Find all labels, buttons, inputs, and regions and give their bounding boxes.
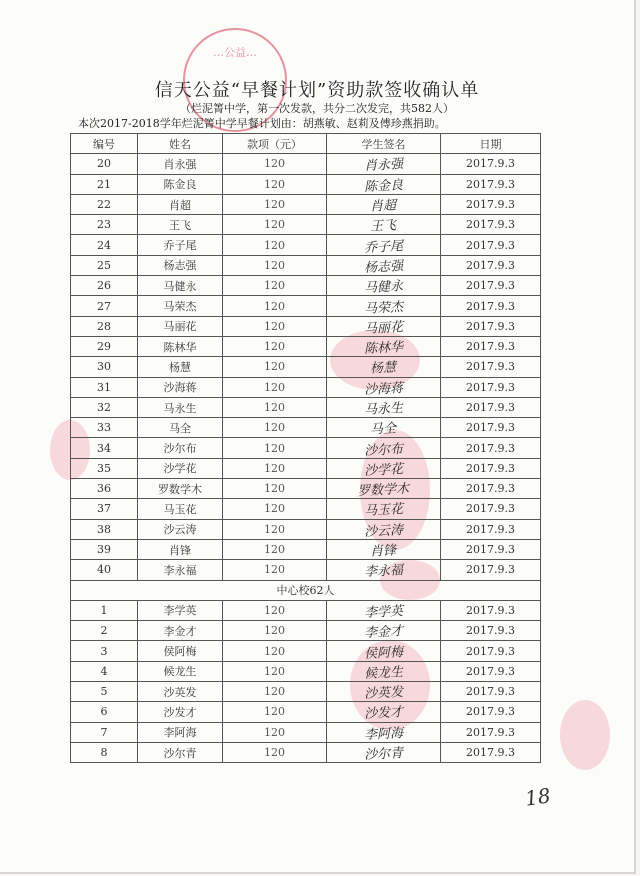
header-date: 日期 — [441, 134, 541, 154]
amount-value: 120 — [223, 377, 327, 397]
row-number: 27 — [71, 296, 138, 316]
student-signature — [327, 438, 441, 458]
table-row — [71, 560, 541, 580]
handwritten-signature: 马玉花 — [363, 502, 404, 520]
table-section — [71, 580, 541, 600]
sign-date: 2017.9.3 — [441, 336, 541, 356]
student-name: 马全 — [138, 418, 223, 438]
row-number: 37 — [71, 499, 138, 519]
table-row — [71, 418, 541, 438]
handwritten-signature: 李金才 — [363, 624, 404, 642]
amount-value: 120 — [223, 357, 327, 377]
row-number: 3 — [71, 641, 138, 661]
handwritten-signature: 陈林华 — [363, 340, 404, 358]
student-signature — [327, 418, 441, 438]
amount-value: 120 — [223, 276, 327, 296]
student-name: 沙学花 — [138, 458, 223, 478]
student-name: 肖永强 — [138, 154, 223, 174]
table-row — [71, 174, 541, 194]
handwritten-signature: 马健永 — [363, 279, 404, 297]
table-row — [71, 682, 541, 702]
student-signature — [327, 255, 441, 275]
row-number: 7 — [71, 722, 138, 742]
section-row — [71, 580, 541, 600]
handwritten-signature: 马永生 — [363, 400, 404, 419]
amount-value: 120 — [223, 438, 327, 458]
sign-date: 2017.9.3 — [441, 641, 541, 661]
handwritten-signature: 杨慧 — [370, 360, 397, 378]
student-name: 沙发才 — [138, 702, 223, 722]
amount-value: 120 — [223, 235, 327, 255]
header-amount: 款项（元） — [223, 134, 327, 154]
table-row — [71, 641, 541, 661]
sign-date: 2017.9.3 — [441, 682, 541, 702]
table-row — [71, 235, 541, 255]
sign-date: 2017.9.3 — [441, 235, 541, 255]
handwritten-signature: 候龙生 — [363, 664, 404, 682]
table-row — [71, 621, 541, 641]
table-body-group-a — [71, 154, 541, 580]
document-subtitle: （烂泥箐中学，第一次发款，共分二次发完，共582人） — [180, 102, 454, 115]
row-number: 35 — [71, 458, 138, 478]
amount-value: 120 — [223, 742, 327, 762]
table-row — [71, 600, 541, 620]
student-name: 侯阿梅 — [138, 641, 223, 661]
amount-value: 120 — [223, 722, 327, 742]
table-row — [71, 499, 541, 519]
row-number: 26 — [71, 276, 138, 296]
student-name: 候龙生 — [138, 661, 223, 681]
table-row — [71, 357, 541, 377]
table-row — [71, 722, 541, 742]
amount-value: 120 — [223, 336, 327, 356]
student-signature — [327, 560, 441, 580]
handwritten-signature: 乔子尾 — [363, 238, 404, 256]
sign-date: 2017.9.3 — [441, 539, 541, 559]
amount-value: 120 — [223, 702, 327, 722]
student-name: 李阿海 — [138, 722, 223, 742]
table-row — [71, 316, 541, 336]
row-number: 33 — [71, 418, 138, 438]
student-name: 杨志强 — [138, 255, 223, 275]
sign-date: 2017.9.3 — [441, 316, 541, 336]
student-signature — [327, 539, 441, 559]
amount-value: 120 — [223, 174, 327, 194]
sign-date: 2017.9.3 — [441, 458, 541, 478]
student-signature — [327, 235, 441, 255]
table-row — [71, 661, 541, 681]
amount-value: 120 — [223, 418, 327, 438]
stamp-text: …公益… — [213, 46, 257, 59]
row-number: 23 — [71, 215, 138, 235]
student-signature — [327, 519, 441, 539]
table-body-group-b — [71, 600, 541, 762]
sign-date: 2017.9.3 — [441, 174, 541, 194]
student-name: 沙尔布 — [138, 438, 223, 458]
student-signature — [327, 600, 441, 620]
header-number: 编号 — [71, 134, 138, 154]
student-name: 李永福 — [138, 560, 223, 580]
student-name: 沙尔青 — [138, 742, 223, 762]
header-name: 姓名 — [138, 134, 223, 154]
table-row — [71, 255, 541, 275]
student-name: 马荣杰 — [138, 296, 223, 316]
row-number: 24 — [71, 235, 138, 255]
sign-date: 2017.9.3 — [441, 621, 541, 641]
student-name: 肖锋 — [138, 539, 223, 559]
amount-value: 120 — [223, 316, 327, 336]
table-row — [71, 154, 541, 174]
sign-date: 2017.9.3 — [441, 722, 541, 742]
sign-date: 2017.9.3 — [441, 702, 541, 722]
section-label: 中心校62人 — [71, 580, 541, 600]
student-signature — [327, 621, 441, 641]
handwritten-signature: 李阿海 — [363, 725, 404, 743]
amount-value: 120 — [223, 621, 327, 641]
sign-date: 2017.9.3 — [441, 661, 541, 681]
sign-date: 2017.9.3 — [441, 560, 541, 580]
document-title: 信天公益“早餐计划”资助款签收确认单 — [154, 80, 480, 101]
student-name: 杨慧 — [138, 357, 223, 377]
student-name: 马丽花 — [138, 316, 223, 336]
handwritten-signature: 沙发才 — [363, 705, 404, 723]
amount-value: 120 — [223, 519, 327, 539]
handwritten-signature: 马丽花 — [363, 319, 404, 337]
amount-value: 120 — [223, 661, 327, 681]
sign-date: 2017.9.3 — [441, 499, 541, 519]
sign-date: 2017.9.3 — [441, 154, 541, 174]
student-signature — [327, 174, 441, 194]
row-number: 39 — [71, 539, 138, 559]
sign-date: 2017.9.3 — [441, 276, 541, 296]
row-number: 2 — [71, 621, 138, 641]
sign-date: 2017.9.3 — [441, 357, 541, 377]
sign-date: 2017.9.3 — [441, 215, 541, 235]
student-signature — [327, 316, 441, 336]
row-number: 20 — [71, 154, 138, 174]
table-row — [71, 296, 541, 316]
handwritten-signature: 杨志强 — [363, 258, 404, 276]
table-row — [71, 458, 541, 478]
student-name: 陈金良 — [138, 174, 223, 194]
row-number: 22 — [71, 194, 138, 214]
row-number: 28 — [71, 316, 138, 336]
sign-date: 2017.9.3 — [441, 377, 541, 397]
student-name: 李金才 — [138, 621, 223, 641]
handwritten-signature: 肖锋 — [370, 543, 397, 560]
amount-value: 120 — [223, 499, 327, 519]
sign-date: 2017.9.3 — [441, 194, 541, 214]
table-row — [71, 479, 541, 499]
row-number: 1 — [71, 600, 138, 620]
row-number: 30 — [71, 357, 138, 377]
student-signature — [327, 296, 441, 316]
row-number: 8 — [71, 742, 138, 762]
row-number: 21 — [71, 174, 138, 194]
amount-value: 120 — [223, 397, 327, 417]
student-signature — [327, 479, 441, 499]
sign-date: 2017.9.3 — [441, 479, 541, 499]
table-row — [71, 539, 541, 559]
amount-value: 120 — [223, 539, 327, 559]
row-number: 5 — [71, 682, 138, 702]
row-number: 36 — [71, 479, 138, 499]
table-row — [71, 702, 541, 722]
handwritten-page-number: 18 — [523, 783, 552, 811]
handwritten-signature: 肖永强 — [363, 157, 404, 175]
amount-value: 120 — [223, 641, 327, 661]
student-name: 肖超 — [138, 194, 223, 214]
handwritten-signature: 沙海蒋 — [363, 380, 404, 398]
handwritten-signature: 肖超 — [370, 198, 397, 215]
student-name: 马健永 — [138, 276, 223, 296]
handwritten-signature: 陈金良 — [363, 177, 404, 195]
student-signature — [327, 499, 441, 519]
student-signature — [327, 215, 441, 235]
student-name: 沙英发 — [138, 682, 223, 702]
row-number: 25 — [71, 255, 138, 275]
student-name: 陈林华 — [138, 336, 223, 356]
row-number: 6 — [71, 702, 138, 722]
student-name: 李学英 — [138, 600, 223, 620]
sign-date: 2017.9.3 — [441, 600, 541, 620]
student-name: 乔子尾 — [138, 235, 223, 255]
header-signature: 学生签名 — [327, 134, 441, 154]
amount-value: 120 — [223, 458, 327, 478]
amount-value: 120 — [223, 215, 327, 235]
handwritten-signature: 沙云涛 — [363, 522, 404, 540]
row-number: 31 — [71, 377, 138, 397]
row-number: 32 — [71, 397, 138, 417]
sign-date: 2017.9.3 — [441, 418, 541, 438]
red-ink-blot — [560, 700, 610, 770]
row-number: 29 — [71, 336, 138, 356]
handwritten-signature: 侯阿梅 — [363, 644, 404, 662]
student-signature — [327, 154, 441, 174]
student-signature — [327, 682, 441, 702]
sign-date: 2017.9.3 — [441, 742, 541, 762]
row-number: 38 — [71, 519, 138, 539]
row-number: 34 — [71, 438, 138, 458]
donor-note: 本次2017-2018学年烂泥箐中学早餐计划由：胡燕敏、赵莉及傅珍燕捐助。 — [78, 117, 446, 130]
student-signature — [327, 336, 441, 356]
table-row — [71, 519, 541, 539]
student-name: 马永生 — [138, 397, 223, 417]
student-signature — [327, 276, 441, 296]
student-name: 沙云涛 — [138, 519, 223, 539]
amount-value: 120 — [223, 560, 327, 580]
handwritten-signature: 李学英 — [363, 603, 404, 621]
handwritten-signature: 沙尔布 — [363, 441, 404, 459]
table-row — [71, 438, 541, 458]
sign-date: 2017.9.3 — [441, 519, 541, 539]
handwritten-signature: 沙尔青 — [363, 746, 404, 764]
table-row — [71, 336, 541, 356]
student-signature — [327, 194, 441, 214]
amount-value: 120 — [223, 682, 327, 702]
amount-value: 120 — [223, 600, 327, 620]
table-row — [71, 215, 541, 235]
sign-date: 2017.9.3 — [441, 296, 541, 316]
handwritten-signature: 罗数学木 — [357, 481, 410, 500]
table-row — [71, 397, 541, 417]
sign-date: 2017.9.3 — [441, 438, 541, 458]
sign-date: 2017.9.3 — [441, 397, 541, 417]
student-signature — [327, 641, 441, 661]
handwritten-signature: 马全 — [370, 421, 397, 438]
table-header-row — [71, 134, 541, 154]
amount-value: 120 — [223, 296, 327, 316]
row-number: 40 — [71, 560, 138, 580]
student-signature — [327, 661, 441, 681]
student-signature — [327, 702, 441, 722]
table-row — [71, 742, 541, 762]
row-number: 4 — [71, 661, 138, 681]
amount-value: 120 — [223, 194, 327, 214]
student-signature — [327, 722, 441, 742]
student-signature — [327, 377, 441, 397]
amount-value: 120 — [223, 479, 327, 499]
student-name: 王飞 — [138, 215, 223, 235]
student-signature — [327, 458, 441, 478]
handwritten-signature: 沙学花 — [363, 461, 404, 479]
student-name: 罗数学木 — [138, 479, 223, 499]
receipt-table — [70, 133, 541, 763]
table-row — [71, 194, 541, 214]
amount-value: 120 — [223, 154, 327, 174]
handwritten-signature: 王飞 — [370, 218, 397, 235]
student-signature — [327, 397, 441, 417]
sign-date: 2017.9.3 — [441, 255, 541, 275]
table-row — [71, 377, 541, 397]
table-row — [71, 276, 541, 296]
amount-value: 120 — [223, 255, 327, 275]
student-signature — [327, 742, 441, 762]
handwritten-signature: 李永福 — [363, 563, 404, 581]
handwritten-signature: 沙英发 — [363, 685, 404, 703]
handwritten-signature: 马荣杰 — [363, 299, 404, 317]
student-name: 马玉花 — [138, 499, 223, 519]
student-signature — [327, 357, 441, 377]
student-name: 沙海蒋 — [138, 377, 223, 397]
